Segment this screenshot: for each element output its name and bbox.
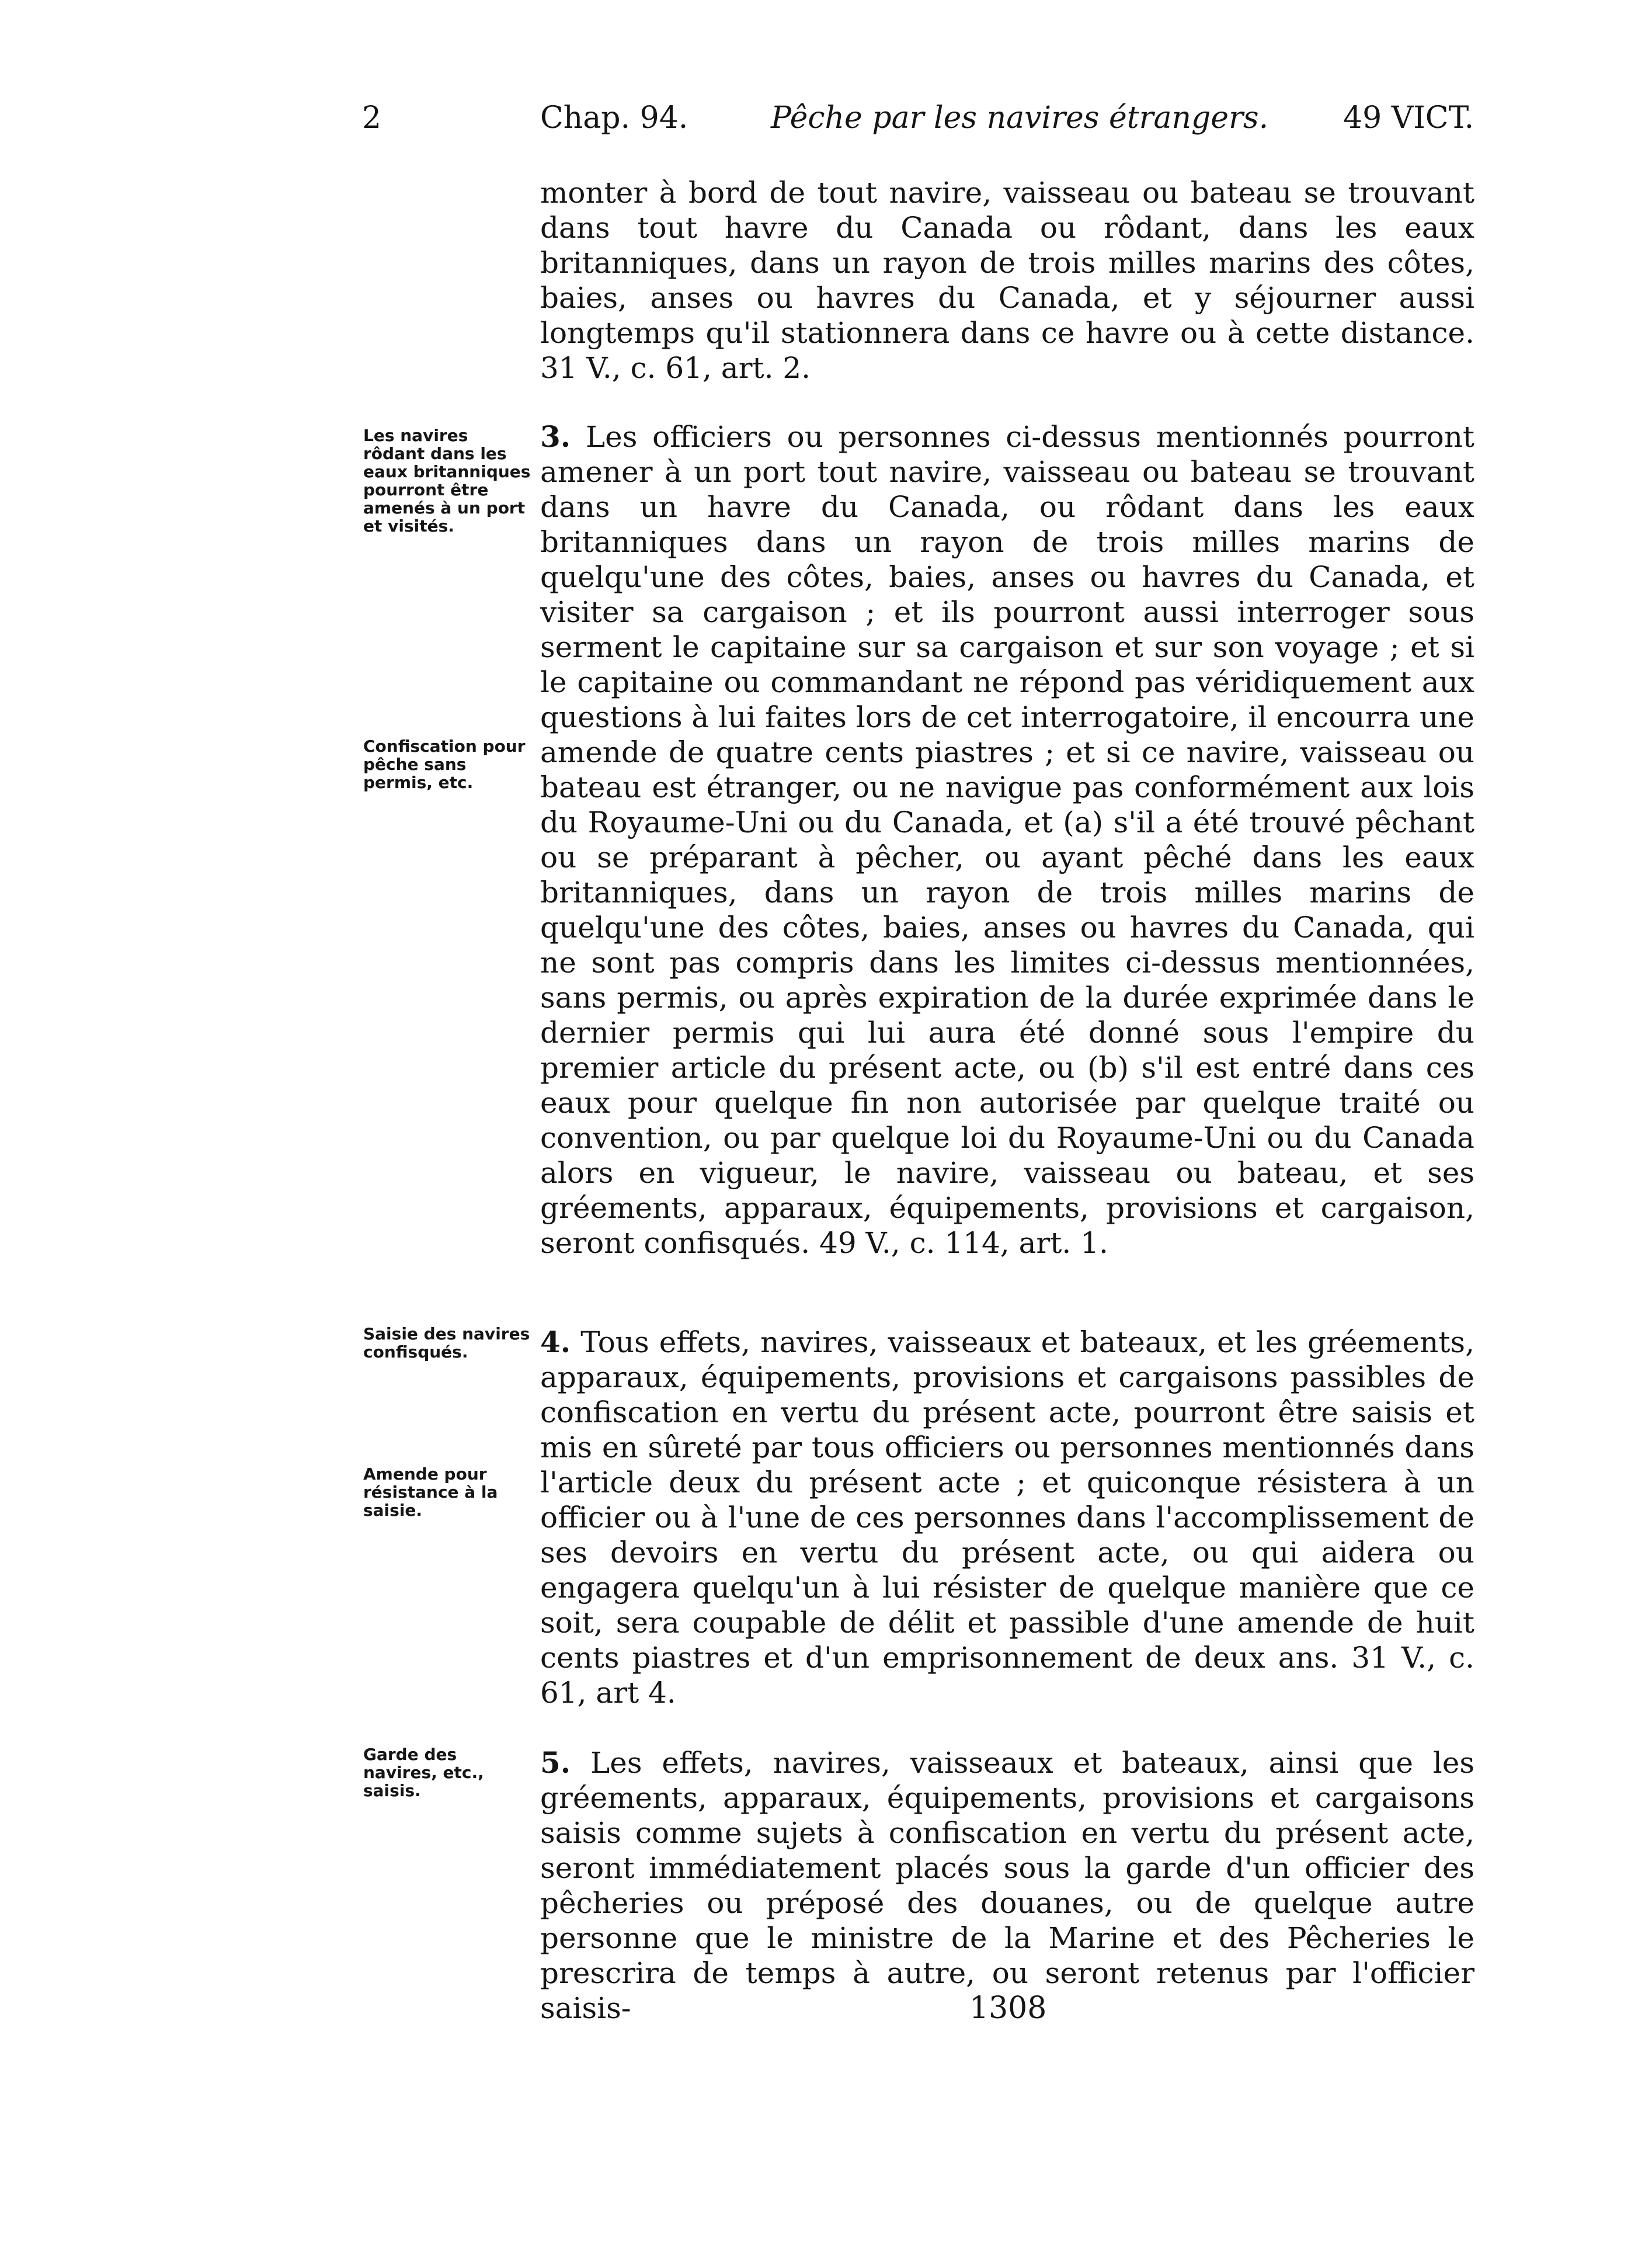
section-number: 3.: [540, 419, 571, 454]
running-title: Pêche par les navires étrangers.: [771, 100, 1269, 136]
section-4: [540, 1325, 1474, 1710]
page-number: 2: [362, 100, 382, 136]
section-paragraph: [540, 1745, 1474, 2026]
regnal-year: 49 VICT.: [1343, 100, 1474, 136]
margin-note: Saisie des navires confisqués.: [363, 1324, 530, 1362]
section-text: Les effets, navires, vaisseaux et bateaux, ainsi que les gréements, apparaux, équipements, provisions et cargaisons saisis comme sujets à confiscation en vertu du présent acte, seront immédiatement placés sous la garde d'un officier des pêcheries ou préposé des douanes, ou de quelque autre personne que le ministre de la Marine et des Pêcheries le prescrira de temps à autre, ou seront retenus par l'officier saisis-: [540, 1746, 1474, 2025]
section-number: 5.: [540, 1745, 571, 1780]
margin-note: Confiscation pour pêche sans permis, etc.: [363, 737, 526, 792]
section-paragraph: [540, 419, 1474, 1261]
section-text: Les officiers ou personnes ci-dessus mentionnés pourront amener à un port tout navire, vaisseau ou bateau se trouvant dans un havre du Canada, ou rôdant dans les eaux britanniques dans un rayon de trois milles marins de quelqu'une des côtes, baies, anses ou havres du Canada, et visiter sa cargaison ; et ils pourront aussi interroger sous serment le capitaine sur sa cargaison et sur son voyage ; et si le capitaine ou commandant ne répond pas véridiquement aux questions à lui faites lors de cet interrogatoire, il encourra une amende de quatre cents piastres ; et si ce navire, vaisseau ou bateau est étranger, ou ne navigue pas conformément aux lois du Royaume-Uni ou du Canada, et (a) s'il a été trouvé pêchant ou se préparant à pêcher, ou ayant pêché dans les eaux britanniques, dans un rayon de trois milles marins de quelqu'une des côtes, baies, anses ou havres du Canada, qui ne sont pas compris dans les limites ci-dessus mentionnées, sans permis, ou après expiration de la durée exprimée dans le dernier permis qui lui aura été donné sous l'empire du premier article du présent acte, ou (b) s'il est entré dans ces eaux pour quelque fin non autorisée par quelque traité ou convention, ou par quelque loi du Royaume-Uni ou du Canada alors en vigueur, le navire, vaisseau ou bateau, et ses gréements, apparaux, équipements, provisions et cargaison, seront confisqués. 49 V., c. 114, art. 1.: [540, 420, 1474, 1260]
margin-note: Amende pour résistance à la saisie.: [363, 1464, 498, 1520]
margin-note: Garde des navires, etc., saisis.: [363, 1745, 484, 1800]
footer-page-number: 1308: [969, 1991, 1047, 2026]
section-3: [540, 419, 1474, 1261]
section-number: 4.: [540, 1325, 571, 1359]
section-5: [540, 1745, 1474, 2026]
section-paragraph: [540, 1325, 1474, 1710]
margin-note: Les navires rôdant dans les eaux britanniques pourront être amenés à un port et visités.: [363, 426, 531, 536]
continuation-text: monter à bord de tout navire, vaisseau ou bateau se trouvant dans tout havre du Canada ou rôdant, dans les eaux britanniques, dans un rayon de trois milles marins des côtes, baies, anses ou havres du Canada, et y séjourner aussi longtemps qu'il stationnera dans ce havre ou à cette distance. 31 V., c. 61, art. 2.: [540, 176, 1474, 385]
section-text: Tous effets, navires, vaisseaux et bateaux, et les gréements, apparaux, équipements, provisions et cargaisons passibles de confiscation en vertu du présent acte, pourront être saisis et mis en sûreté par tous officiers ou personnes mentionnés dans l'article deux du présent acte ; et quiconque résistera à un officier ou à l'une de ces personnes dans l'accomplissement de ses devoirs en vertu du présent acte, ou qui aidera ou engagera quelqu'un à lui résister de quelque manière que ce soit, sera coupable de délit et passible d'une amende de huit cents piastres et d'un emprisonnement de deux ans. 31 V., c. 61, art 4.: [540, 1325, 1474, 1710]
chapter-heading: Chap. 94.: [540, 100, 688, 136]
continuation-paragraph: [540, 175, 1474, 386]
